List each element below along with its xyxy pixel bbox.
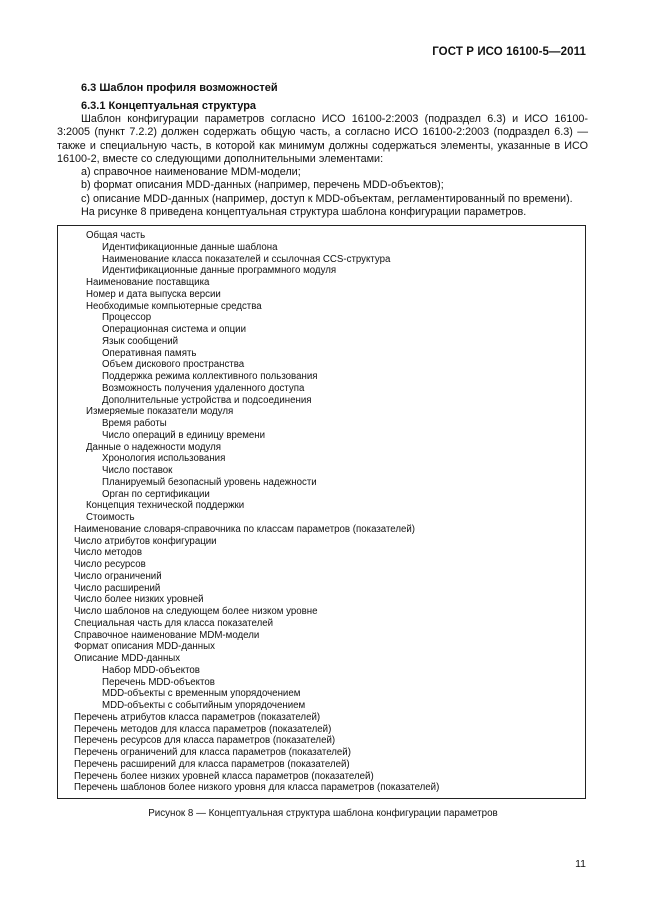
list-item-b: b) формат описания MDD-данных (например, перечень MDD-объектов); [81,179,444,192]
tree-item: Число операций в единицу времени [102,429,266,441]
tree-item: Перечень MDD-объектов [102,676,215,688]
tree-item: Необходимые компьютерные средства [86,300,262,312]
tree-item: Идентификационные данные шаблона [102,241,278,253]
figure-8-box [57,225,586,799]
tree-item: Наименование поставщика [86,277,210,288]
tree-item: Перечень ограничений для класса параметров (показателей) [74,747,351,758]
tree-item: Число атрибутов конфигурации [74,535,217,547]
figure-reference: На рисунке 8 приведена концептуальная структура шаблона конфигурации параметров. [81,206,527,219]
tree-item: Число ограничений [74,570,162,582]
tree-item: Хронология использования [102,453,226,465]
subsection-heading: 6.3.1 Концептуальная структура [81,100,257,112]
structure-tree [74,230,577,794]
tree-item: Орган по сертификации [102,488,210,500]
tree-item: Время работы [102,418,167,429]
tree-item: Измеряемые показатели модуля [86,406,234,418]
tree-item: Общая часть [86,230,146,241]
tree-item: Справочное наименование MDM-модели [74,629,260,641]
tree-item: Возможность получения удаленного доступа [102,382,305,394]
tree-item: Число шаблонов на следующем более низком уровне [74,606,318,617]
tree-item: Процессор [102,312,152,324]
tree-item: Стоимость [86,512,135,523]
section-heading: 6.3 Шаблон профиля возможностей [81,82,278,94]
tree-item: Операционная система и опции [102,324,246,335]
tree-item: Данные о надежности модуля [86,441,222,453]
tree-item: Наименование словаря-справочника по классам параметров (показателей) [74,523,416,535]
tree-item: Описание MDD-данных [74,653,181,664]
tree-item: Число расширений [74,582,161,594]
document-code: ГОСТ Р ИСО 16100-5—2011 [432,46,586,58]
tree-item: Число ресурсов [74,559,146,570]
tree-item: Перечень более низких уровней класса параметров (показателей) [74,770,374,782]
tree-item: Концепция технической поддержки [86,500,245,512]
tree-item: Число поставок [102,465,173,476]
tree-item: Планируемый безопасный уровень надежности [102,476,317,488]
tree-item: Число методов [74,547,142,559]
tree-item: Перечень методов для класса параметров (показателей) [74,723,332,735]
page-number: 11 [575,858,586,870]
tree-item: Перечень расширений для класса параметров (показателей) [74,758,350,770]
tree-item: MDD-объекты с временным упорядочением [102,688,301,700]
tree-item: Объем дискового пространства [102,359,245,371]
tree-item: Наименование класса показателей и ссылочная CCS-структура [102,253,391,265]
body-text [57,113,588,219]
tree-item: Идентификационные данные программного модуля [102,265,337,277]
tree-item: Перечень шаблонов более низкого уровня для класса параметров (показателей) [74,782,440,794]
list-item-c: c) описание MDD-данных (например, доступ к MDD-объектам, регламентированный по времени). [81,192,573,205]
tree-item: Номер и дата выпуска версии [86,288,221,300]
tree-item: Оперативная память [102,347,197,359]
tree-item: MDD-объекты с событийным упорядочением [102,700,306,711]
tree-item: Перечень атрибутов класса параметров (показателей) [74,711,321,723]
figure-caption: Рисунок 8 — Концептуальная структура шаблона конфигурации параметров [148,808,498,819]
list-item-a: a) справочное наименование MDM-модели; [81,166,301,179]
tree-item: Число более низких уровней [74,594,204,606]
tree-item: Дополнительные устройства и подсоединения [102,394,312,406]
tree-item: Перечень ресурсов для класса параметров (показателей) [74,735,336,747]
tree-item: Язык сообщений [102,335,179,347]
tree-item: Специальная часть для класса показателей [74,617,274,629]
intro-paragraph: Шаблон конфигурации параметров согласно ИСО 16100-2:2003 (подраздел 6.3) и ИСО 16100-3:2005 (пункт 7.2.2) должен содержать общую часть, а согласно ИСО 16100-2:2003 (подраздел 6.3) — также и специальную часть, в которой как минимум должны содержаться элементы, указанные в ИСО 16100-2, вместе со следующими дополнительными элементами: [57,113,588,165]
tree-item: Набор MDD-объектов [102,664,200,676]
tree-item: Формат описания MDD-данных [74,641,215,653]
tree-item: Поддержка режима коллективного пользования [102,371,318,382]
